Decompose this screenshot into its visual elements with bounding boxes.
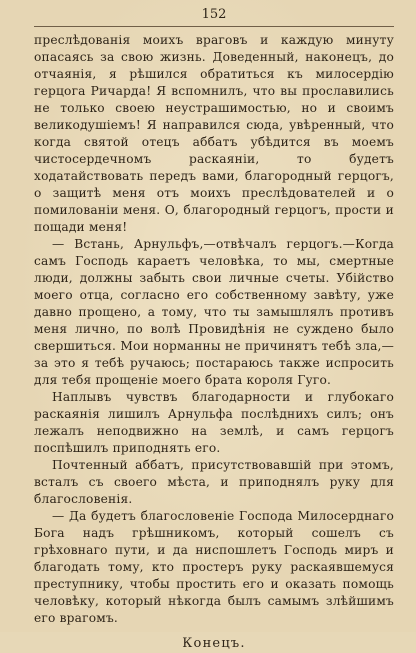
paragraph-arnulf-collapse: Наплывъ чувствъ благодарности и глубокаго раскаянія лишилъ Арнульфа послѣднихъ силъ; онъ лежалъ неподвижно на землѣ, и самъ герцогъ поспѣшилъ приподнять его.	[34, 390, 394, 455]
paragraph-blessing: — Да будетъ благословеніе Господа Милосерднаго Бога надъ грѣшникомъ, который сошелъ съ грѣховнаго пути, и да ниспошлетъ Господь миръ и благодать тому, кто простеръ руку раскаявшемуся преступнику, чтобы простить его и оказать помощь человѣку, который нѣкогда былъ самымъ злѣйшимъ его врагомъ.	[34, 509, 394, 625]
page-number: 152	[201, 7, 227, 22]
body-text	[34, 32, 394, 627]
ending-text: Конецъ.	[182, 636, 246, 651]
paragraph-abbot-rises: Почтенный аббатъ, присутствовавшій при этомъ, всталъ съ своего мѣста, и приподнялъ руку для благословенія.	[34, 458, 394, 506]
paragraph-duke-reply: — Встань, Арнульфъ,—отвѣчалъ герцогъ.—Когда самъ Господь караетъ человѣка, то мы, смертные люди, должны забыть свои личные счеты. Убійство моего отца, согласно его собственному завѣту, уже давно прощено, а тому, что ты замышлялъ противъ меня лично, по волѣ Провидѣнія не суждено было свершиться. Мои норманны не причинятъ тебѣ зла,—за это я тебѣ ручаюсь; постараюсь также испросить для тебя прощеніе моего брата короля Гуго.	[34, 237, 394, 387]
header-rule	[34, 26, 394, 27]
paragraph-continuation: преслѣдованія моихъ враговъ и каждую минуту опасаясь за свою жизнь. Доведенный, наконецъ, до отчаянія, я рѣшился обратиться къ милосердію герцога Ричарда! Я вспомнилъ, что вы прославились не только своею неустрашимостью, но и своимъ великодушіемъ! Я направился сюда, увѣренный, что когда святой отецъ аббатъ убѣдится въ моемъ чистосердечномъ раскаяніи, то будетъ ходатайствовать передъ вами, благородный герцогъ, о защитѣ меня отъ моихъ преслѣдователей и о помилованіи меня. О, благородный герцогъ, прости и пощади меня!	[34, 33, 394, 234]
